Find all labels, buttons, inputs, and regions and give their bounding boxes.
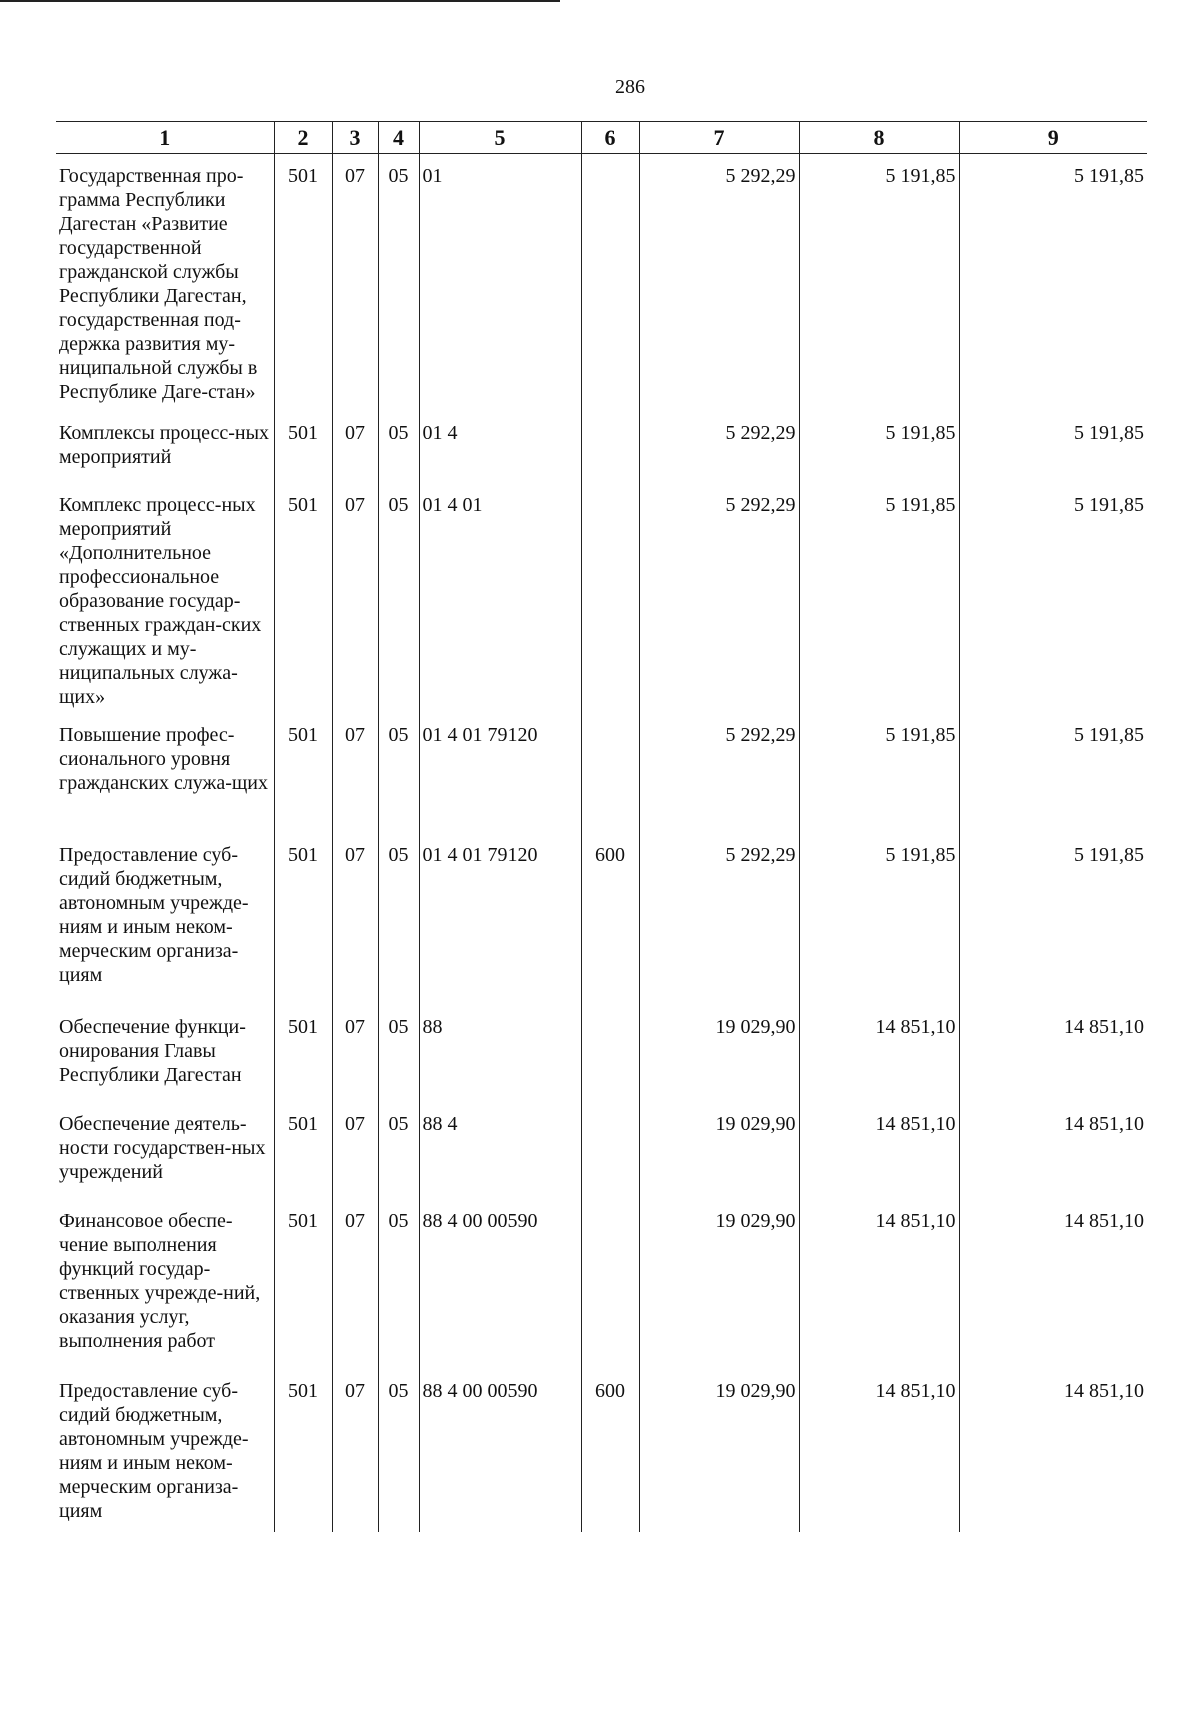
cell-col4: 05 (378, 154, 419, 411)
table-row (56, 154, 1147, 411)
cell-col7: 19 029,90 (639, 1199, 799, 1369)
cell-col9: 14 851,10 (959, 1005, 1147, 1102)
cell-col8: 14 851,10 (799, 1102, 959, 1199)
cell-col4: 05 (378, 483, 419, 713)
cell-col3: 07 (332, 1369, 378, 1532)
row-name: Комплексы процесс-ных мероприятий (59, 421, 270, 468)
column-header: 4 (378, 122, 419, 154)
cell-col2: 501 (274, 713, 332, 833)
cell-col2: 501 (274, 1369, 332, 1532)
cell-col9: 5 191,85 (959, 154, 1147, 411)
cell-col9: 5 191,85 (959, 833, 1147, 1005)
table-row (56, 1005, 1147, 1102)
cell-col6 (581, 1102, 639, 1199)
cell-col9: 5 191,85 (959, 713, 1147, 833)
cell-col2: 501 (274, 1199, 332, 1369)
row-name: Финансовое обеспе-чение выполнения функций государ-ственных учрежде-ний, оказания услуг, выполнения работ (59, 1209, 261, 1352)
cell-col7: 5 292,29 (639, 411, 799, 483)
cell-col9: 5 191,85 (959, 411, 1147, 483)
cell-col7: 5 292,29 (639, 483, 799, 713)
column-header: 5 (419, 122, 581, 154)
cell-col4: 05 (378, 1369, 419, 1532)
row-name: Предоставление суб-сидий бюджетным, автономным учрежде-ниям и иным неком-мерческим организа-циям (59, 843, 249, 986)
cell-col8: 5 191,85 (799, 411, 959, 483)
cell-col4: 05 (378, 411, 419, 483)
cell-col8: 5 191,85 (799, 713, 959, 833)
table-row (56, 411, 1147, 483)
cell-col4: 05 (378, 1005, 419, 1102)
cell-col2: 501 (274, 483, 332, 713)
cell-col2: 501 (274, 154, 332, 411)
row-name: Повышение профес-сионального уровня гражданских служа-щих (59, 723, 269, 794)
cell-col3: 07 (332, 713, 378, 833)
cell-col3: 07 (332, 411, 378, 483)
cell-col7: 5 292,29 (639, 713, 799, 833)
table-row (56, 1369, 1147, 1532)
cell-col6: 600 (581, 1369, 639, 1532)
table-header-row (56, 122, 1147, 154)
row-name: Предоставление суб-сидий бюджетным, автономным учрежде-ниям и иным неком-мерческим организа-циям (59, 1379, 249, 1522)
row-name: Комплекс процесс-ных мероприятий «Дополнительное профессиональное образование государ-ственных граждан-ских служащих и му-ниципальных служа-щих» (59, 493, 262, 708)
cell-col5: 01 4 (419, 411, 581, 483)
cell-col6 (581, 713, 639, 833)
cell-col6 (581, 1199, 639, 1369)
table-row (56, 833, 1147, 1005)
cell-col3: 07 (332, 1102, 378, 1199)
cell-col3: 07 (332, 1199, 378, 1369)
cell-col4: 05 (378, 713, 419, 833)
row-name: Государственная про-грамма Республики Дагестан «Развитие государственной гражданской службы Республики Дагестан, государственная под-держка развития му-ниципальной службы в Республике Даге-стан» (59, 165, 258, 403)
cell-col9: 14 851,10 (959, 1102, 1147, 1199)
cell-col6: 600 (581, 833, 639, 1005)
cell-col7: 5 292,29 (639, 154, 799, 411)
column-header: 8 (799, 122, 959, 154)
cell-col9: 5 191,85 (959, 483, 1147, 713)
cell-col2: 501 (274, 1102, 332, 1199)
row-name: Обеспечение функци-онирования Главы Республики Дагестан (59, 1015, 246, 1086)
cell-col6 (581, 154, 639, 411)
cell-col6 (581, 1005, 639, 1102)
cell-col4: 05 (378, 1199, 419, 1369)
column-header: 6 (581, 122, 639, 154)
cell-col8: 5 191,85 (799, 154, 959, 411)
cell-col8: 5 191,85 (799, 483, 959, 713)
cell-col5: 01 4 01 (419, 483, 581, 713)
cell-col8: 14 851,10 (799, 1199, 959, 1369)
cell-col3: 07 (332, 483, 378, 713)
column-header: 9 (959, 122, 1147, 154)
cell-col8: 5 191,85 (799, 833, 959, 1005)
cell-col4: 05 (378, 1102, 419, 1199)
cell-col5: 01 (419, 154, 581, 411)
cell-col9: 14 851,10 (959, 1369, 1147, 1532)
column-header: 1 (56, 122, 274, 154)
table-row (56, 1199, 1147, 1369)
table-row (56, 483, 1147, 713)
cell-col7: 19 029,90 (639, 1369, 799, 1532)
cell-col6 (581, 411, 639, 483)
cell-col7: 19 029,90 (639, 1102, 799, 1199)
page-top-edge (0, 0, 560, 2)
table-row (56, 1102, 1147, 1199)
cell-col5: 01 4 01 79120 (419, 713, 581, 833)
column-header: 3 (332, 122, 378, 154)
cell-col4: 05 (378, 833, 419, 1005)
cell-col2: 501 (274, 1005, 332, 1102)
cell-col5: 88 4 00 00590 (419, 1199, 581, 1369)
budget-table (56, 121, 1147, 1532)
cell-col2: 501 (274, 833, 332, 1005)
cell-col9: 14 851,10 (959, 1199, 1147, 1369)
cell-col5: 01 4 01 79120 (419, 833, 581, 1005)
cell-col7: 5 292,29 (639, 833, 799, 1005)
cell-col3: 07 (332, 833, 378, 1005)
table-row (56, 713, 1147, 833)
column-header: 2 (274, 122, 332, 154)
column-header: 7 (639, 122, 799, 154)
cell-col3: 07 (332, 1005, 378, 1102)
cell-col6 (581, 483, 639, 713)
row-name: Обеспечение деятель-ности государствен-ных учреждений (59, 1112, 266, 1183)
cell-col7: 19 029,90 (639, 1005, 799, 1102)
cell-col5: 88 (419, 1005, 581, 1102)
cell-col5: 88 4 00 00590 (419, 1369, 581, 1532)
page-number: 286 (615, 76, 645, 98)
cell-col3: 07 (332, 154, 378, 411)
cell-col8: 14 851,10 (799, 1369, 959, 1532)
cell-col2: 501 (274, 411, 332, 483)
cell-col8: 14 851,10 (799, 1005, 959, 1102)
cell-col5: 88 4 (419, 1102, 581, 1199)
